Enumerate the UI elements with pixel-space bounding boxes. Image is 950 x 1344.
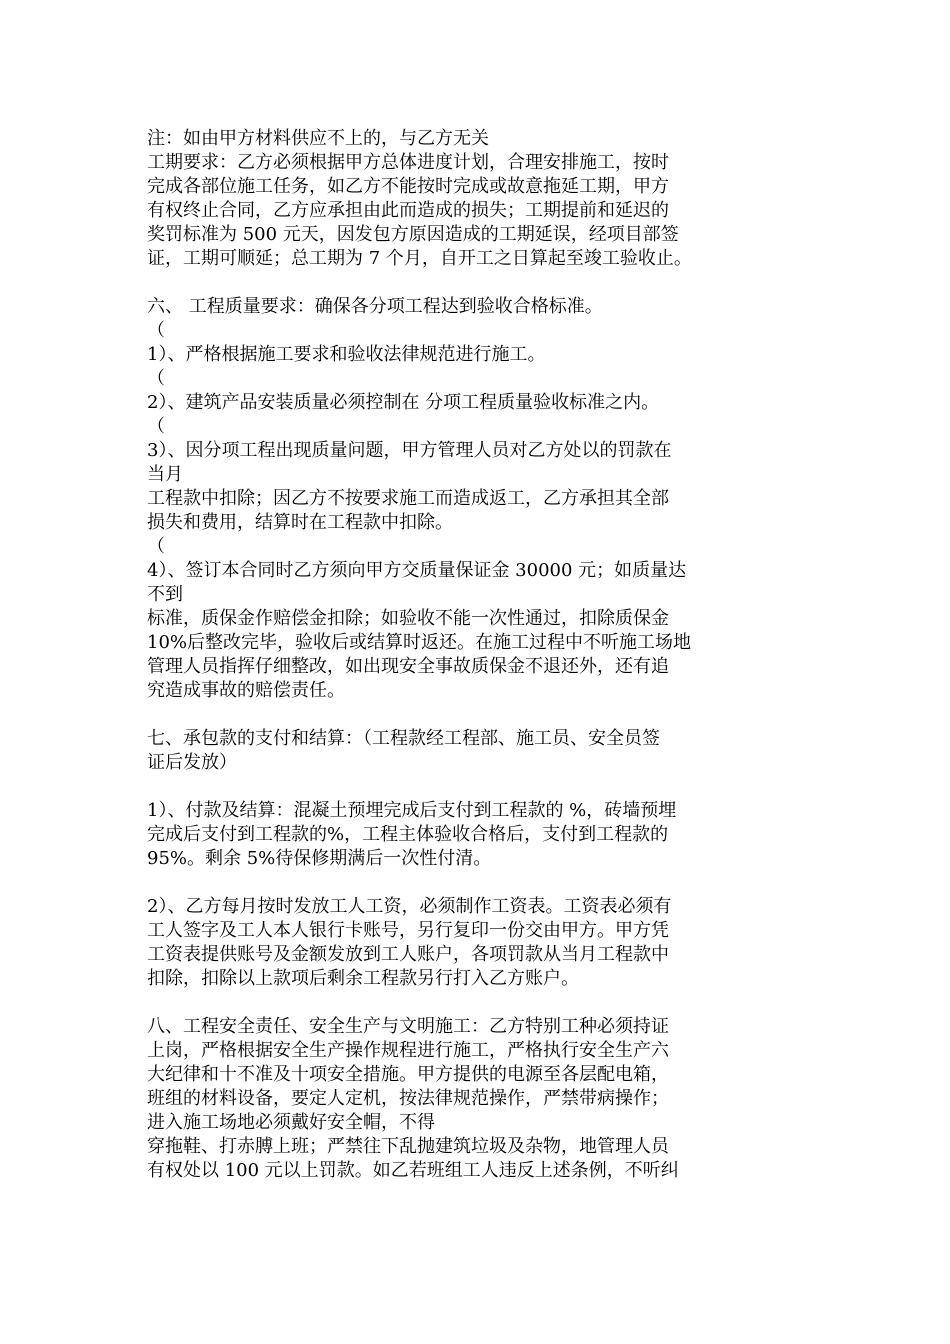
text-line: 大纪律和十不准及十项安全措施。甲方提供的电源至各层配电箱， (147, 1064, 669, 1085)
text-line: 10%后整改完毕，验收后或结算时返还。在施工过程中不听施工场地 (147, 632, 692, 653)
text-line: 95%。剩余 5%待保修期满后一次性付清。 (147, 848, 492, 869)
text-line: 完成后支付到工程款的%，工程主体验收合格后，支付到工程款的 (147, 824, 669, 845)
text-line: 班组的材料设备，要定人定机，按法律规范操作，严禁带病操作； (147, 1088, 669, 1109)
text-line: 当月 (147, 464, 183, 485)
text-line: 完成各部位施工任务，如乙方不能按时完成或故意拖延工期，甲方 (147, 176, 669, 197)
text-line: 工资表提供账号及金额发放到工人账户，各项罚款从当月工程款中 (147, 944, 669, 965)
text-line: 六、 工程质量要求：确保各分项工程达到验收合格标准。 (147, 296, 603, 317)
text-line: 注：如由甲方材料供应不上的，与乙方无关 (147, 128, 489, 149)
text-line: 1）、严格根据施工要求和验收法律规范进行施工。 (147, 344, 546, 365)
paragraph-spacer (147, 991, 817, 1015)
text-line: （ (147, 320, 165, 341)
paragraph-spacer (147, 775, 817, 799)
text-line: 不到 (147, 584, 183, 605)
paragraph (147, 1015, 817, 1183)
text-line: 有权终止合同，乙方应承担由此而造成的损失；工期提前和延迟的 (147, 200, 669, 221)
paragraph (147, 895, 817, 991)
text-line: 标准，质保金作赔偿金扣除；如验收不能一次性通过，扣除质保金 (147, 608, 669, 629)
text-line: 进入施工场地必须戴好安全帽，不得 (147, 1112, 435, 1133)
text-line: 上岗，严格根据安全生产操作规程进行施工，严格执行安全生产六 (147, 1040, 669, 1061)
paragraph-spacer (147, 871, 817, 895)
text-line: 工人签字及工人本人银行卡账号，另行复印一份交由甲方。甲方凭 (147, 920, 669, 941)
paragraph (147, 727, 817, 775)
text-line: 有权处以 100 元以上罚款。如乙若班组工人违反上述条例，不听纠 (147, 1160, 679, 1181)
text-line: 1）、付款及结算：混凝土预埋完成后支付到工程款的 %，砖墙预埋 (147, 800, 677, 821)
text-line: 2）、乙方每月按时发放工人工资，必须制作工资表。工资表必须有 (147, 896, 672, 917)
text-line: 管理人员指挥仔细整改，如出现安全事故质保金不退还外，还有追 (147, 656, 669, 677)
text-line: 扣除，扣除以上款项后剩余工程款另行打入乙方账户。 (147, 968, 579, 989)
paragraph (147, 799, 817, 871)
paragraph (147, 127, 817, 271)
text-line: 工期要求：乙方必须根据甲方总体进度计划，合理安排施工，按时 (147, 152, 669, 173)
text-line: 损失和费用，结算时在工程款中扣除。 (147, 512, 453, 533)
text-line: 证，工期可顺延；总工期为 7 个月，自开工之日算起至竣工验收止。 (147, 248, 692, 269)
paragraph-spacer (147, 271, 817, 295)
text-line: （ (147, 536, 165, 557)
text-line: 八、工程安全责任、安全生产与文明施工：乙方特别工种必须持证 (147, 1016, 669, 1037)
text-line: 3）、因分项工程出现质量问题，甲方管理人员对乙方处以的罚款在 (147, 440, 672, 461)
text-line: 2）、建筑产品安装质量必须控制在 分项工程质量验收标准之内。 (147, 392, 660, 413)
paragraph-spacer (147, 703, 817, 727)
text-line: 究造成事故的赔偿责任。 (147, 680, 345, 701)
text-line: 证后发放） (147, 752, 237, 773)
text-line: （ (147, 368, 165, 389)
paragraph (147, 295, 817, 703)
text-line: 奖罚标准为 500 元天，因发包方原因造成的工期延误，经项目部签 (147, 224, 679, 245)
text-line: 工程款中扣除；因乙方不按要求施工而造成返工，乙方承担其全部 (147, 488, 669, 509)
text-line: （ (147, 416, 165, 437)
text-line: 穿拖鞋、打赤膊上班；严禁往下乱抛建筑垃圾及杂物，地管理人员 (147, 1136, 669, 1157)
text-line: 七、承包款的支付和结算：（工程款经工程部、施工员、安全员签 (147, 728, 660, 749)
text-line: 4）、签订本合同时乙方须向甲方交质量保证金 30000 元；如质量达 (147, 560, 687, 581)
document-body (147, 127, 817, 1183)
